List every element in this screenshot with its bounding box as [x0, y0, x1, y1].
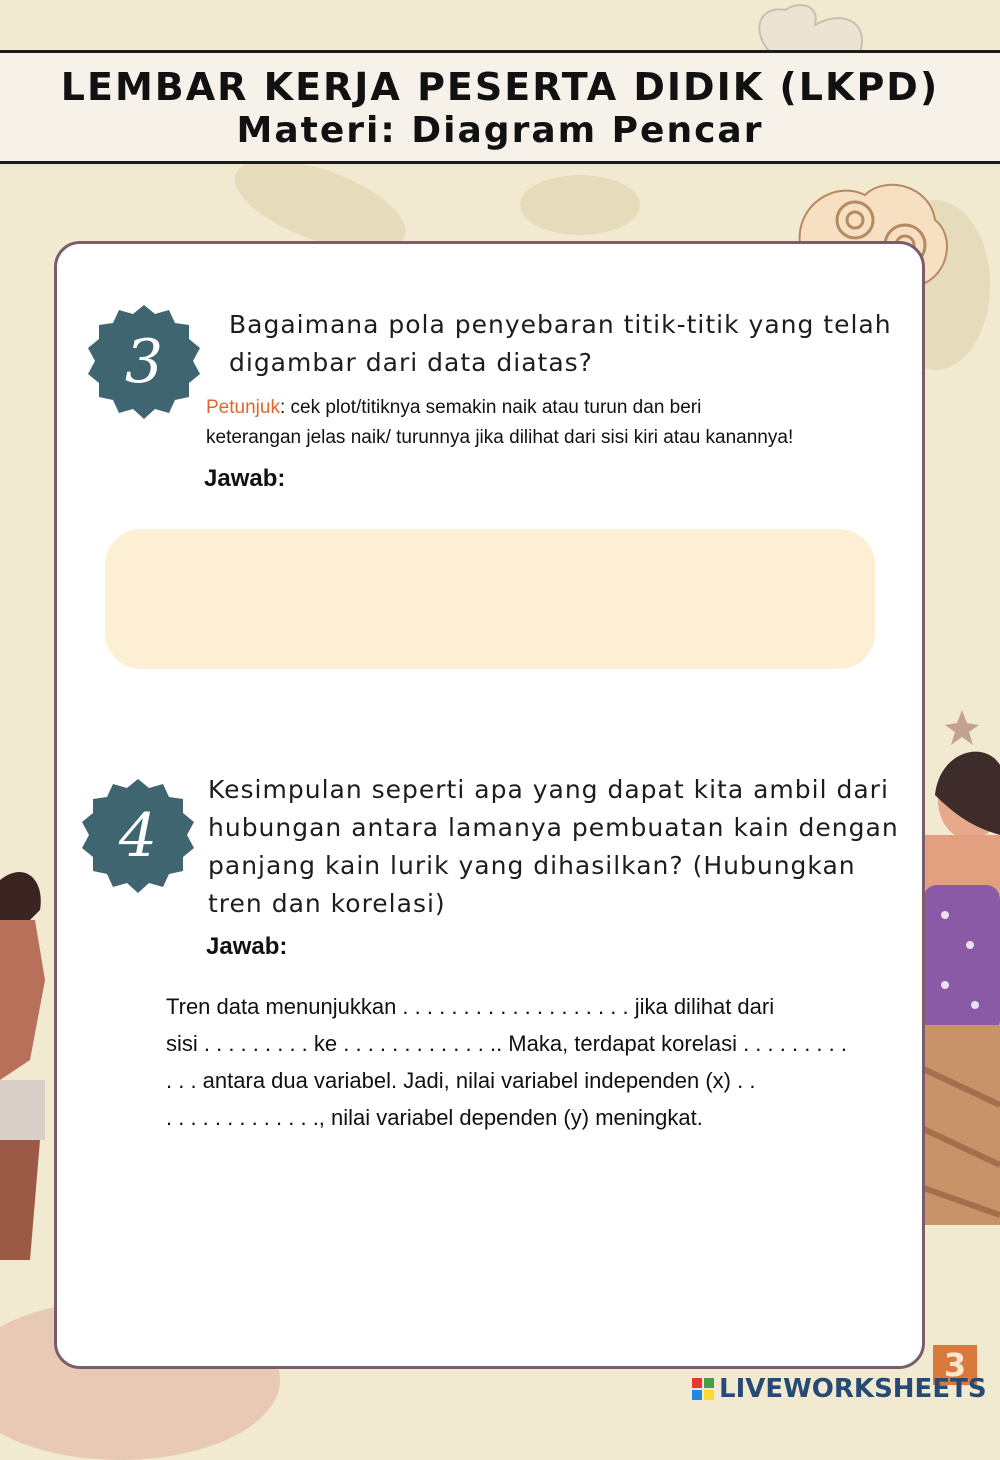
fill-line: Tren data menunjukkan . . . . . . . . . . . . . . . . . . . jika dilihat dari: [166, 994, 775, 1019]
question-number: 3: [124, 327, 164, 397]
flower-decoration-icon: [730, 0, 890, 52]
answer-label: Jawab:: [206, 933, 288, 960]
wayang-figure-icon: [0, 860, 55, 1280]
logo-text: LIVEWORKSHEETS: [719, 1374, 987, 1404]
question-line: hubungan antara lamanya pembuatan kain dengan: [208, 813, 899, 842]
liveworksheets-logo[interactable]: [692, 1374, 987, 1404]
fill-line: . . . antara dua variabel. Jadi, nilai variabel independen (x) . .: [166, 1068, 756, 1093]
question-line: digambar dari data diatas?: [229, 348, 593, 377]
fill-line: . . . . . . . . . . . . ., nilai variabel dependen (y) meningkat.: [166, 1105, 703, 1130]
hint-line-text: : cek plot/titiknya semakin naik atau turun dan beri: [279, 397, 702, 418]
page-subtitle: Materi: Diagram Pencar: [236, 110, 764, 151]
question-line: panjang kain lurik yang dihasilkan? (Hubungkan: [208, 851, 856, 880]
question-text: [229, 306, 909, 382]
question-line: Kesimpulan seperti apa yang dapat kita ambil dari: [208, 775, 889, 804]
hint-line: keterangan jelas naik/ turunnya jika dilihat dari sisi kiri atau kanannya!: [206, 427, 794, 448]
background-map-shape: [520, 175, 640, 235]
hint-text: [206, 393, 926, 453]
question-number: 4: [118, 801, 158, 871]
question-text: [208, 771, 908, 923]
hint-line: [206, 393, 926, 423]
woman-illustration-icon: [915, 705, 1000, 1235]
fill-line: sisi . . . . . . . . . ke . . . . . . . . . . . . .. Maka, terdapat korelasi . . . . . . . . .: [166, 1031, 847, 1056]
question-number-badge: [79, 777, 197, 895]
question-line: Bagaimana pola penyebaran titik-titik yang telah: [229, 310, 892, 339]
fill-in-blank-text[interactable]: [166, 988, 866, 1136]
question-line: tren dan korelasi): [208, 889, 446, 918]
question-number-badge: [85, 303, 203, 421]
hint-label: Petunjuk: [206, 397, 280, 418]
answer-label: Jawab:: [204, 465, 286, 492]
logo-mark-icon: [692, 1378, 714, 1400]
page-title: LEMBAR KERJA PESERTA DIDIK (LKPD): [60, 65, 940, 109]
header-band: [0, 50, 1000, 164]
page-number: 3: [933, 1345, 977, 1385]
answer-input-box[interactable]: [105, 529, 875, 669]
